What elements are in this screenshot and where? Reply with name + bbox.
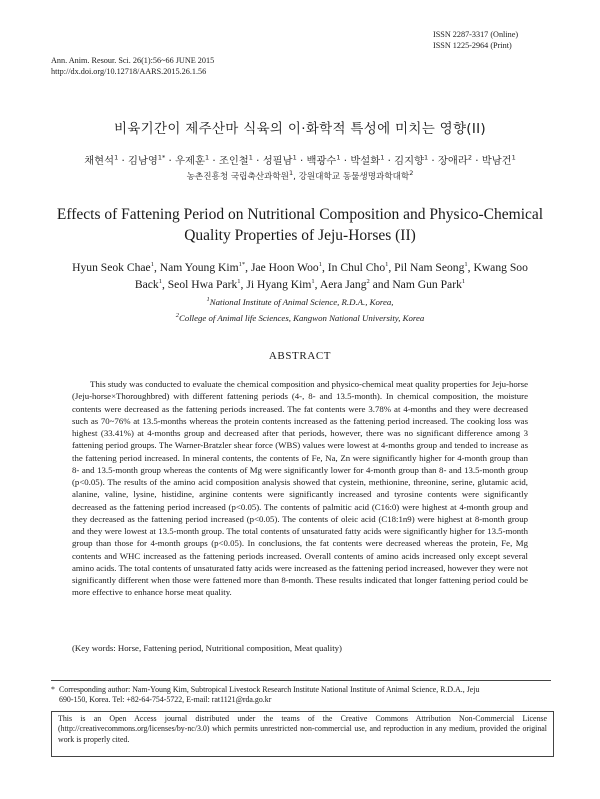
author-affiliation-marker: 1 <box>237 278 241 286</box>
korean-affiliations <box>0 170 600 182</box>
author-affiliation-marker: 1* <box>157 153 166 162</box>
author-name: Seol Hwa Park <box>167 278 238 291</box>
affiliation-marker: 1 <box>206 296 210 304</box>
author-name: 백광수 <box>306 155 337 167</box>
footnote-line: 690-150, Korea. Tel: +82-64-754-5722, E-mail: rat1121@rda.go.kr <box>59 695 272 705</box>
author-name: 박설화 <box>350 155 381 167</box>
issn-online: ISSN 2287-3317 (Online) <box>433 30 519 39</box>
author-affiliation-marker: 1 <box>158 278 162 286</box>
author-name: Nam Young Kim <box>159 261 239 274</box>
author-affiliation-marker: 1 <box>424 153 429 162</box>
author-affiliation-marker: 1 <box>311 278 315 286</box>
affiliation-marker: 1 <box>288 169 294 178</box>
author-name: 박남건 <box>481 155 512 167</box>
author-affiliation-marker: 1 <box>461 278 466 286</box>
english-authors-line: Back$^1$, Seol Hwa Park$^1$, Ji Hyang Kim$^1$, Aera Jang$^2$ and Nam Gun Park$^1$ <box>134 278 466 291</box>
author-affiliation-marker: 1 <box>248 153 253 162</box>
journal-citation: Ann. Anim. Resour. Sci. 26(1):56~66 JUNE 2015 <box>51 56 215 65</box>
author-conjunction: and <box>369 278 393 291</box>
author-name: Pil Nam Seong <box>394 261 465 274</box>
author-name: Hyun Seok Chae <box>72 261 151 274</box>
english-authors <box>44 259 556 293</box>
author-name: 김남영 <box>128 155 158 167</box>
author-affiliation-marker: 1 <box>511 153 516 162</box>
author-name: Aera Jang <box>319 278 367 291</box>
author-affiliation-marker: 2 <box>467 153 472 162</box>
korean-authors: 채현석$^1$ · 김남영$^{1*}$ · 우제훈$^1$ · 조인철$^1$ · 성필남$^1$ · 백광수$^1$ · 박설화$^1$ · 김지향$^1$ · 장애라$^2$ · 박남건$^1$ <box>84 153 516 167</box>
footnote-divider <box>51 680 551 681</box>
affiliation-separator: , <box>293 172 299 182</box>
issn-block <box>433 30 518 51</box>
abstract-heading: ABSTRACT <box>268 350 332 362</box>
author-name: 장애라 <box>437 155 468 167</box>
author-affiliation-marker: 1 <box>150 261 154 269</box>
english-title-line: Effects of Fattening Period on Nutritional Composition and Physico-Chemical <box>56 206 544 223</box>
author-name: Kwang Soo <box>473 261 528 274</box>
affiliation-text: College of Animal life Sciences, Kangwon National University, Korea <box>178 313 425 323</box>
korean-affiliation-2: 강원대학교 동물생명과학대학 <box>298 172 410 182</box>
korean-title: 비육기간이 제주산마 식육의 이·화학적 특성에 미치는 영향(II) <box>113 121 487 137</box>
author-affiliation-marker: 1 <box>204 153 210 162</box>
author-affiliation-marker: 1 <box>380 153 385 162</box>
author-name: Ji Hyang Kim <box>246 278 312 291</box>
english-title <box>40 204 560 246</box>
journal-header <box>51 56 214 77</box>
author-name: 조인철 <box>218 155 249 167</box>
english-authors-line: Hyun Seok Chae$^1$, Nam Young Kim$^{1*}$, Jae Hoon Woo$^1$, In Chul Cho$^1$, Pil Nam Seong$^1$, Kwang Soo <box>72 261 528 274</box>
author-name: In Chul Cho <box>327 261 386 274</box>
author-name: 김지향 <box>394 155 424 167</box>
footnote-asterisk: * <box>51 685 55 694</box>
author-name: Jae Hoon Woo <box>250 261 319 274</box>
author-affiliation-marker: 1 <box>318 261 322 269</box>
english-title-line: Quality Properties of Jeju-Horses (II) <box>184 227 416 244</box>
english-affiliation-1 <box>0 297 600 307</box>
affiliation-marker: 2 <box>175 312 179 320</box>
author-name: Back <box>134 278 159 291</box>
keywords: (Key words: Horse, Fattening period, Nutritional composition, Meat quality) <box>72 643 342 653</box>
open-access-notice: This is an Open Access journal distributed under the teams of the Creative Commons Attribution Non-Commercial License (http://creativecommons.org/licenses/by-nc/3.0) which permits unrestricted non-commercial use, and reproduction in any medium, provided the original work is properly cited. <box>51 711 554 757</box>
author-affiliation-marker: 2 <box>366 278 370 286</box>
corresponding-author-footnote <box>51 685 551 706</box>
abstract-body: This study was conducted to evaluate the chemical composition and physico-chemical meat quality properties for Jeju-horse (Jeju-horse×Thoroughbred) with different fattening periods (4-, 8- and 13.5-month). In chemical composition, the moisture contents were decreased as the fattening periods increased. The fat contents were 3.78% at 4-months and they were decreased such as 70~76% at 13.5-months whereas the protein contents increased as the fattening period increased. The cooking loss was highest (33.41%) at 4-months group and decreased after that periods, however, there was no significant difference among 3 fattening period groups. The Warner-Bratzler shear force (WBS) values were lowest at 4-months group and tended to increase as the fattening period increased. In mineral contents, the contents of Fe, Na, Zn were significantly higher for 4-month group than 8- and 13.5-month group whereas the contents of Mg were significantly lower for 4-month group than 8- and 13.5-month group (p<0.05). The results of the amino acid composition analysis showed that cystein, methionine, threonine, serine, glutamic acid, alanine, valine, lysine, histidine, arginine contents were significantly increased and tyrosine contents were significantly decreased as the fattening period increased (p<0.05). The contents of palmitic acid (C16:0) were highest at 4-month group and they decreased as the fattening period increased (p<0.05). The contents of oleic acid (C18:1n9) were highest at 8-month group and they were lowest at 13.5-month group. The total contents of unsaturated fatty acids were significantly higher for 13.5-month group than those for 4-month groups (p<0.05). In conclusions, the fat contents were decreased whereas the protein, Fe, Mg contents and WHC increased as the fattening periods increased. Overall contents of amino acids increased only except several amino acids. The total contents of unsaturated fatty acids were increased as the fattening period increased, however they were not significantly different when those were fattened more than 8-month. These results indicated that longer fattening period could be more effective to enhance horse meat quality. <box>72 379 528 598</box>
issn-print: ISSN 1225-2964 (Print) <box>433 40 512 50</box>
korean-affiliation-1: 농촌진흥청 국립축산과학원 <box>186 172 289 182</box>
doi-link[interactable]: http://dx.doi.org/10.12718/AARS.2015.26.1.56 <box>51 66 207 76</box>
author-name: 채현석 <box>84 155 115 167</box>
author-affiliation-marker: 1 <box>385 261 389 269</box>
author-affiliation-marker: 1 <box>114 153 119 162</box>
affiliation-marker: 2 <box>409 169 414 178</box>
affiliation-text: National Institute of Animal Science, R.D.A., Korea, <box>209 297 394 307</box>
author-affiliation-marker: 1 <box>292 153 297 162</box>
author-name: 우제훈 <box>175 155 205 167</box>
author-affiliation-marker: 1* <box>238 261 246 269</box>
english-affiliation-2 <box>0 313 600 323</box>
author-affiliation-marker: 1 <box>336 153 341 162</box>
author-affiliation-marker: 1 <box>464 261 468 269</box>
author-name: Nam Gun Park <box>392 278 462 291</box>
author-name: 성필남 <box>262 155 293 167</box>
footnote-line: Corresponding author: Nam-Young Kim, Subtropical Livestock Research Institute National Institute of Animal Science, R.D.A., Jeju <box>59 685 480 694</box>
